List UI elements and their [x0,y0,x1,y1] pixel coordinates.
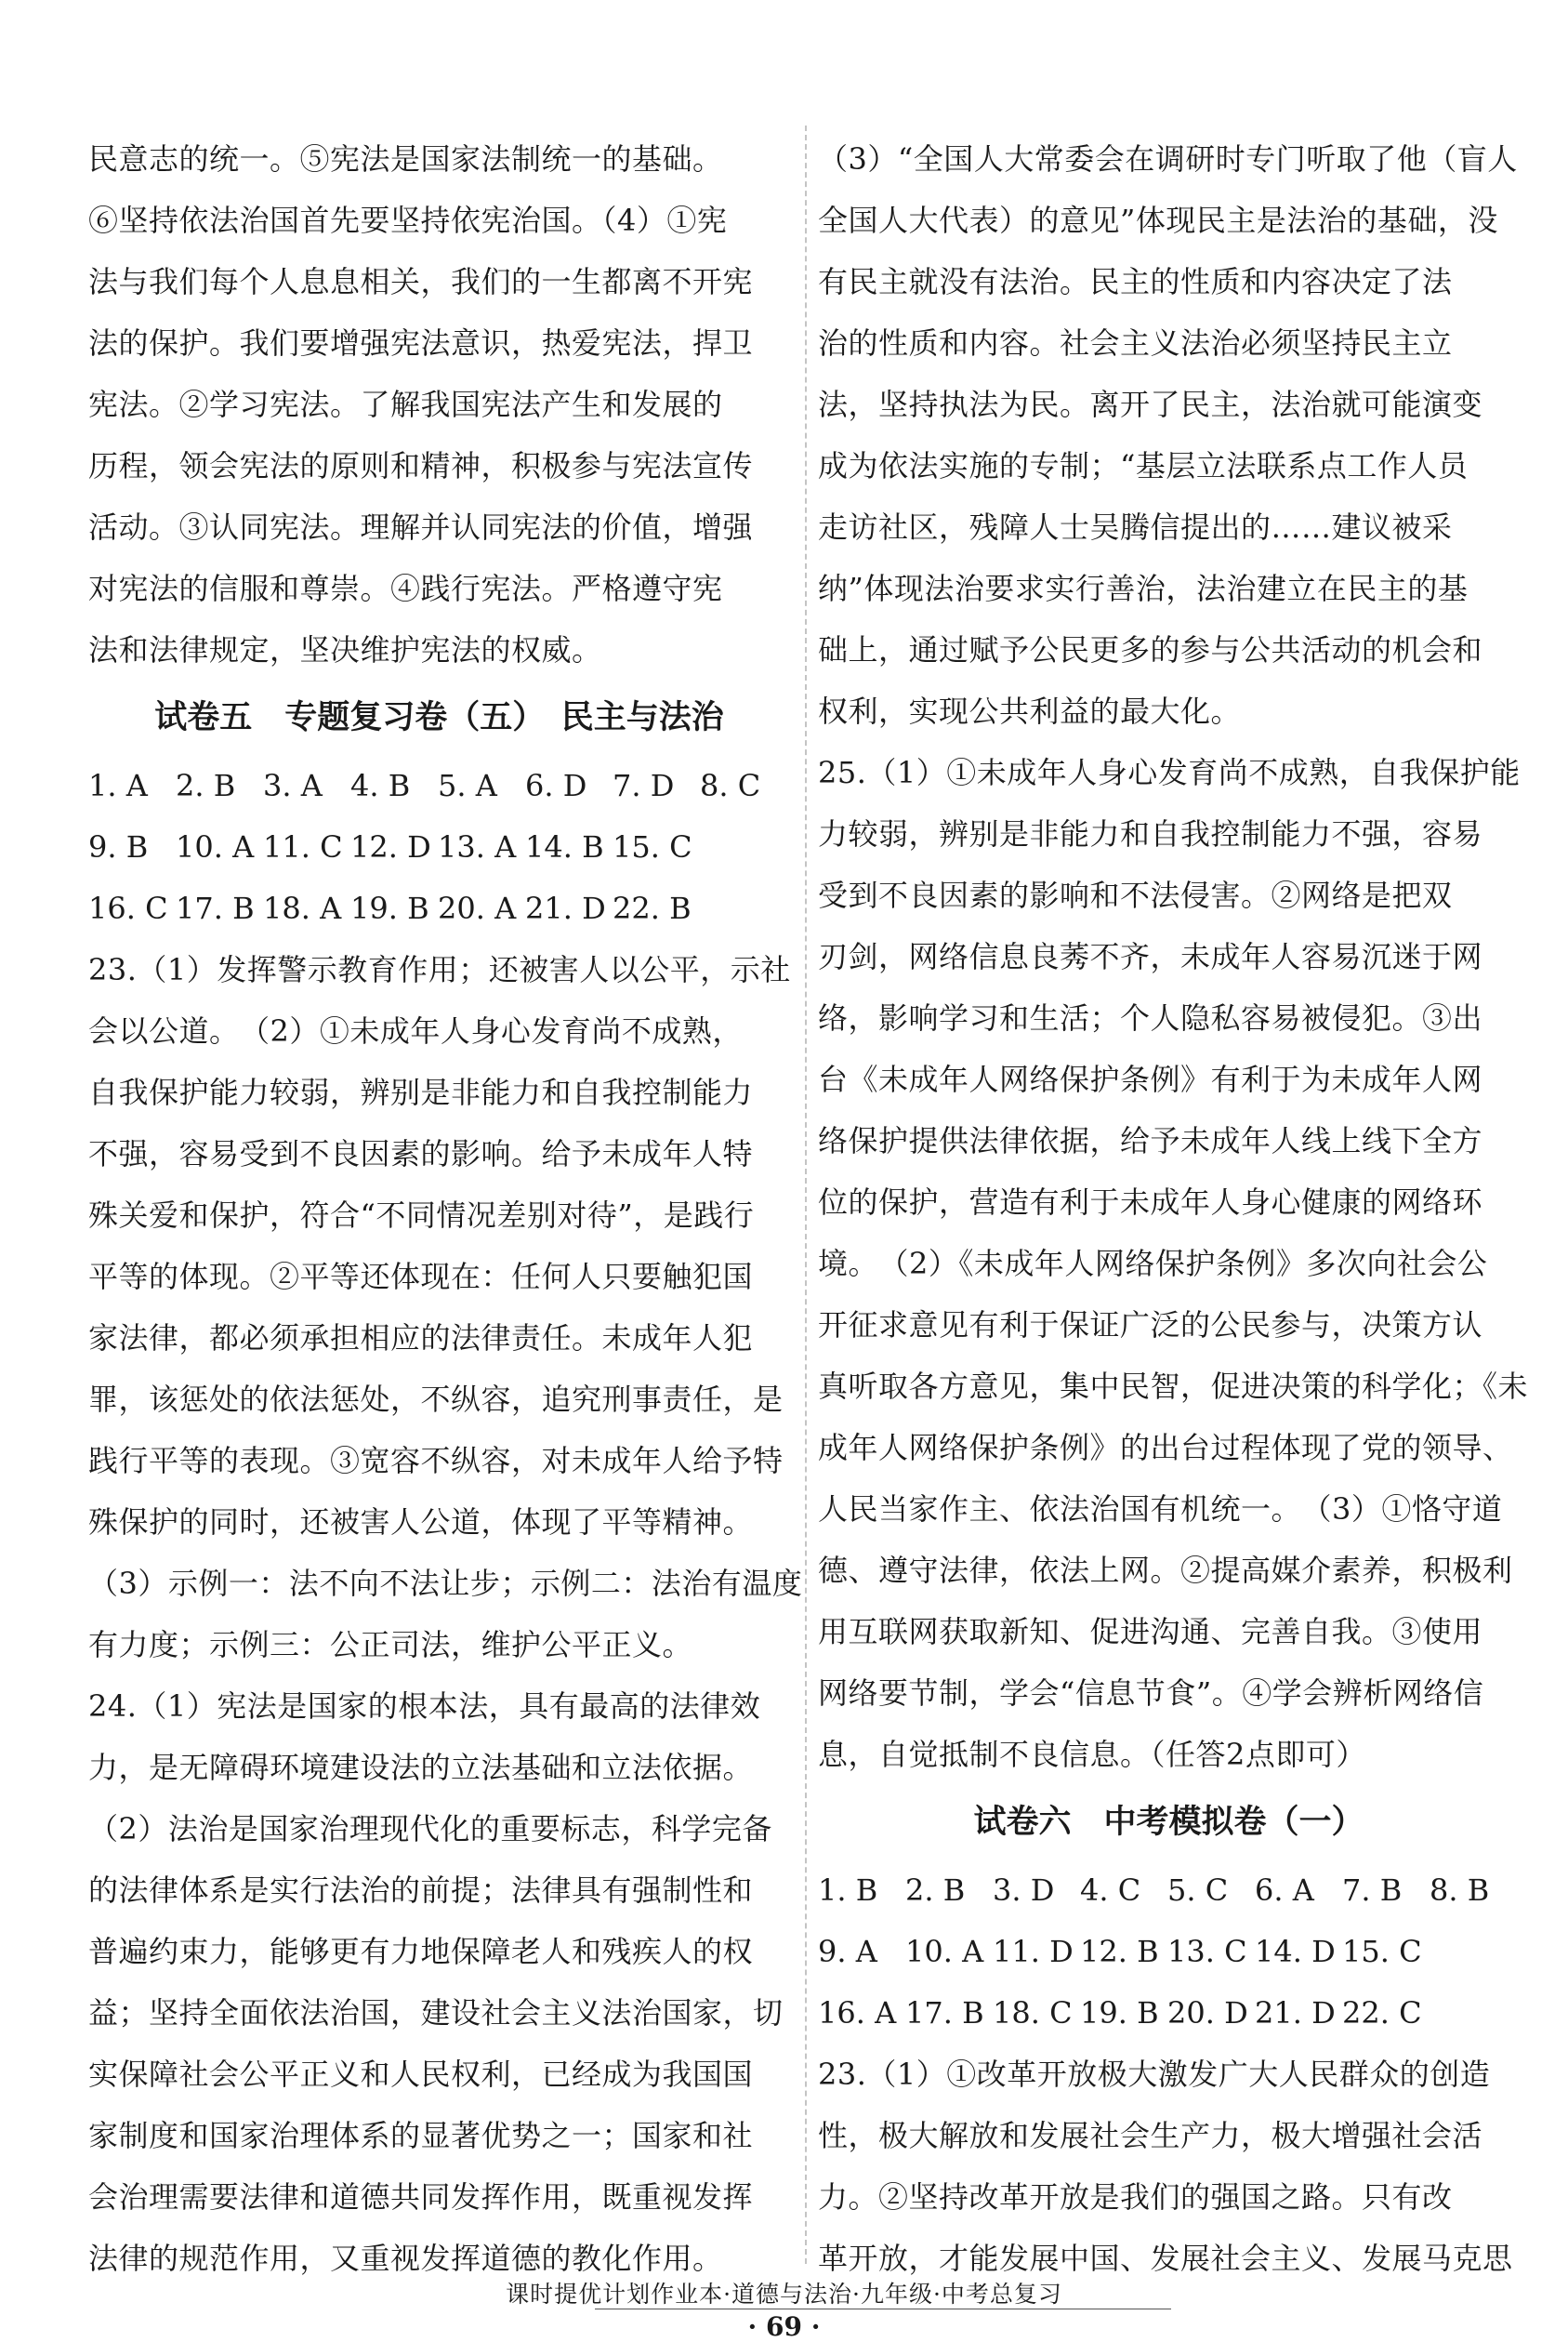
right-text-block-b [818,2044,1520,2289]
answer-item: 1. A [88,768,148,803]
text-line: 力。②坚持改革开放是我们的强国之路。只有改 [818,2179,1453,2215]
text-line: （2）法治是国家治理现代化的重要标志，科学完备 [88,1811,772,1846]
text-line: 民意志的统一。⑤宪法是国家法制统一的基础。 [88,141,723,177]
text-line: 罪，该惩处的依法惩处，不纵容，追究刑事责任，是 [88,1382,784,1417]
answer-item: 9. B [88,829,149,865]
text-line: 全国人大代表）的意见”体现民主是法治的基础，没 [818,203,1498,238]
text-line: 走访社区，残障人士吴腾信提出的……建议被采 [818,509,1453,545]
text-line: 普遍约束力，能够更有力地保障老人和残疾人的权 [88,1934,754,1969]
answer-item: 8. C [700,768,761,803]
answer-item: 21. D [525,891,606,926]
text-line: 网络要节制，学会“信息节食”。④学会辨析网络信 [818,1675,1484,1711]
answer-item: 13. A [438,829,517,865]
text-line: 成年人网络保护条例》的出台过程体现了党的领导、 [818,1430,1513,1465]
text-line: 位的保护，营造有利于未成年人身心健康的网络环 [818,1184,1483,1220]
text-line: 实保障社会公平正义和人民权利，已经成为我国国 [88,2057,754,2092]
answer-item: 12. B [1080,1934,1159,1969]
answer-item: 2. B [905,1872,966,1908]
text-line: 络，影响学习和生活；个人隐私容易被侵犯。③出 [818,1000,1483,1036]
answer-item: 17. B [176,891,255,926]
text-line: 家法律，都必须承担相应的法律责任。未成年人犯 [88,1320,754,1356]
text-line: 有民主就没有法治。民主的性质和内容决定了法 [818,264,1453,299]
text-line: 殊关爱和保护，符合“不同情况差别对待”，是践行 [88,1197,755,1233]
text-line: 成为依法实施的专制；“基层立法联系点工作人员 [818,448,1469,483]
text-line: 受到不良因素的影响和不法侵害。②网络是把双 [818,878,1453,913]
text-line: ⑥坚持依法治国首先要坚持依宪治国。（4）①宪 [88,203,728,238]
text-line: 力较弱，辨别是非能力和自我控制能力不强，容易 [818,816,1483,852]
text-line: 真听取各方意见，集中民智，促进决策的科学化；《未 [818,1369,1529,1404]
footer-book-title: 课时提优计划作业本·道德与法治·九年级·中考总复习 [506,2281,1062,2308]
text-line: 治的性质和内容。社会主义法治必须坚持民主立 [818,325,1453,361]
text-line: 历程，领会宪法的原则和精神，积极参与宪法宣传 [88,448,754,483]
text-line: 法，坚持执法为民。离开了民主，法治就可能演变 [818,387,1483,422]
text-line: 对宪法的信服和尊崇。④践行宪法。严格遵守宪 [88,571,723,606]
text-line: 力，是无障碍环境建设法的立法基础和立法依据。 [88,1750,754,1785]
text-line: 会治理需要法律和道德共同发挥作用，既重视发挥 [88,2179,754,2215]
answer-item: 22. B [613,891,692,926]
text-line: 性，极大解放和发展社会生产力，极大增强社会活 [818,2118,1483,2153]
text-line: 台《未成年人网络保护条例》有利于为未成年人网 [818,1062,1483,1097]
answer-item: 2. B [176,768,236,803]
text-line: （3）示例一：法不向不法让步；示例二：法治有温度 [88,1566,803,1601]
answer-item: 6. A [1255,1872,1314,1908]
answer-item: 3. D [993,1872,1055,1908]
answer-grid-paper-6 [818,1859,1520,2044]
answer-item: 8. B [1430,1872,1490,1908]
text-line: 23.（1）①改革开放极大激发广大人民群众的创造 [818,2057,1491,2092]
answer-item: 1. B [818,1872,878,1908]
text-line: 23.（1）发挥警示教育作用；还被害人以公平，示社 [88,952,791,987]
text-line: 刃剑，网络信息良莠不齐，未成年人容易沉迷于网 [818,939,1483,974]
answer-item: 15. C [1342,1934,1422,1969]
answer-item: 22. C [1342,1995,1422,2031]
text-line: 人民当家作主、依法治国有机统一。 （3）①恪守道 [818,1491,1503,1527]
answer-item: 20. A [438,891,517,926]
text-line: 自我保护能力较弱，辨别是非能力和自我控制能力 [88,1075,754,1110]
text-line: 践行平等的表现。③宽容不纵容，对未成年人给予特 [88,1443,784,1478]
text-line: 用互联网获取新知、促进沟通、完善自我。③使用 [818,1614,1483,1649]
answer-row [818,1982,1520,2044]
right-column [818,128,1529,2289]
text-line: （3）“全国人大常委会在调研时专门听取了他（盲人 [818,141,1518,177]
left-text-block-a [88,128,790,681]
text-line: 权利，实现公共利益的最大化。 [818,694,1242,729]
answer-item: 5. A [438,768,497,803]
text-line: 础上，通过赋予公民更多的参与公共活动的机会和 [818,632,1483,668]
text-line: 境。 （2）《未成年人网络保护条例》多次向社会公 [818,1246,1488,1281]
text-line: 24.（1）宪法是国家的根本法，具有最高的法律效 [88,1688,761,1724]
answer-item: 4. C [1080,1872,1141,1908]
answer-item: 12. D [350,829,431,865]
answer-row [818,1859,1520,1921]
section-title-paper-6: 试卷六 中考模拟卷（一） [973,1804,1364,1841]
answer-item: 16. A [818,1995,897,2031]
text-line: 德、遵守法律，依法上网。②提高媒介素养，积极利 [818,1553,1513,1588]
answer-grid-paper-5 [88,755,790,939]
answer-item: 7. D [613,768,675,803]
answer-item: 5. C [1167,1872,1229,1908]
text-line: 革开放，才能发展中国、发展社会主义、发展马克思 [818,2241,1513,2276]
answer-item: 21. D [1255,1995,1336,2031]
text-line: 息，自觉抵制不良信息。（任答2点即可） [818,1737,1366,1772]
text-line: 络保护提供法律依据，给予未成年人线上线下全方 [818,1123,1483,1158]
text-line: 25.（1）①未成年人身心发育尚不成熟，自我保护能 [818,755,1521,790]
answer-item: 11. C [263,829,343,865]
text-line: 不强，容易受到不良因素的影响。给予未成年人特 [88,1136,754,1171]
answer-item: 13. C [1167,1934,1247,1969]
answer-row [88,816,790,878]
answer-row [88,878,790,939]
text-line: 宪法。②学习宪法。了解我国宪法产生和发展的 [88,387,723,422]
answer-item: 9. A [818,1934,877,1969]
text-line: 平等的体现。②平等还体现在：任何人只要触犯国 [88,1259,754,1294]
answer-row [818,1921,1520,1982]
answer-row [88,755,790,816]
answer-item: 19. B [350,891,429,926]
text-line: 益；坚持全面依法治国，建设社会主义法治国家，切 [88,1995,784,2031]
answer-item: 19. B [1080,1995,1159,2031]
text-line: 纳”体现法治要求实行善治，法治建立在民主的基 [818,571,1469,606]
answer-item: 14. B [525,829,604,865]
answer-item: 7. B [1342,1872,1403,1908]
answer-item: 14. D [1255,1934,1336,1969]
left-column [88,128,803,2289]
text-line: 的法律体系是实行法治的前提；法律具有强制性和 [88,1872,754,1908]
answer-item: 17. B [905,1995,984,2031]
text-line: 殊保护的同时，还被害人公道，体现了平等精神。 [88,1504,754,1540]
text-line: 活动。③认同宪法。理解并认同宪法的价值，增强 [88,509,754,545]
answer-item: 18. A [263,891,342,926]
answer-item: 18. C [993,1995,1073,2031]
answer-item: 11. D [993,1934,1074,1969]
text-line: 有力度；示例三：公正司法，维护公平正义。 [88,1627,693,1662]
text-line: 家制度和国家治理体系的显著优势之一；国家和社 [88,2118,754,2153]
section-title-paper-5: 试卷五 专题复习卷（五） 民主与法治 [154,699,724,736]
answer-item: 3. A [263,768,323,803]
answer-item: 20. D [1167,1995,1248,2031]
right-text-block-a [818,128,1529,1785]
answer-item: 10. A [905,1934,984,1969]
text-line: 法律的规范作用，又重视发挥道德的教化作用。 [88,2241,723,2276]
answer-item: 10. A [176,829,255,865]
column-divider [805,126,807,2264]
text-line: 法的保护。我们要增强宪法意识，热爱宪法，捍卫 [88,325,754,361]
text-line: 法和法律规定，坚决维护宪法的权威。 [88,632,602,668]
answer-item: 6. D [525,768,587,803]
answer-item: 15. C [613,829,692,865]
page-number: · 69 · [747,2311,821,2342]
text-line: 会以公道。 （2）①未成年人身心发育尚不成熟， [88,1013,743,1049]
answer-item: 16. C [88,891,168,926]
left-text-block-b [88,939,803,2289]
answer-item: 4. B [350,768,411,803]
text-line: 法与我们每个人息息相关，我们的一生都离不开宪 [88,264,754,299]
text-line: 开征求意见有利于保证广泛的公民参与，决策方认 [818,1307,1483,1343]
